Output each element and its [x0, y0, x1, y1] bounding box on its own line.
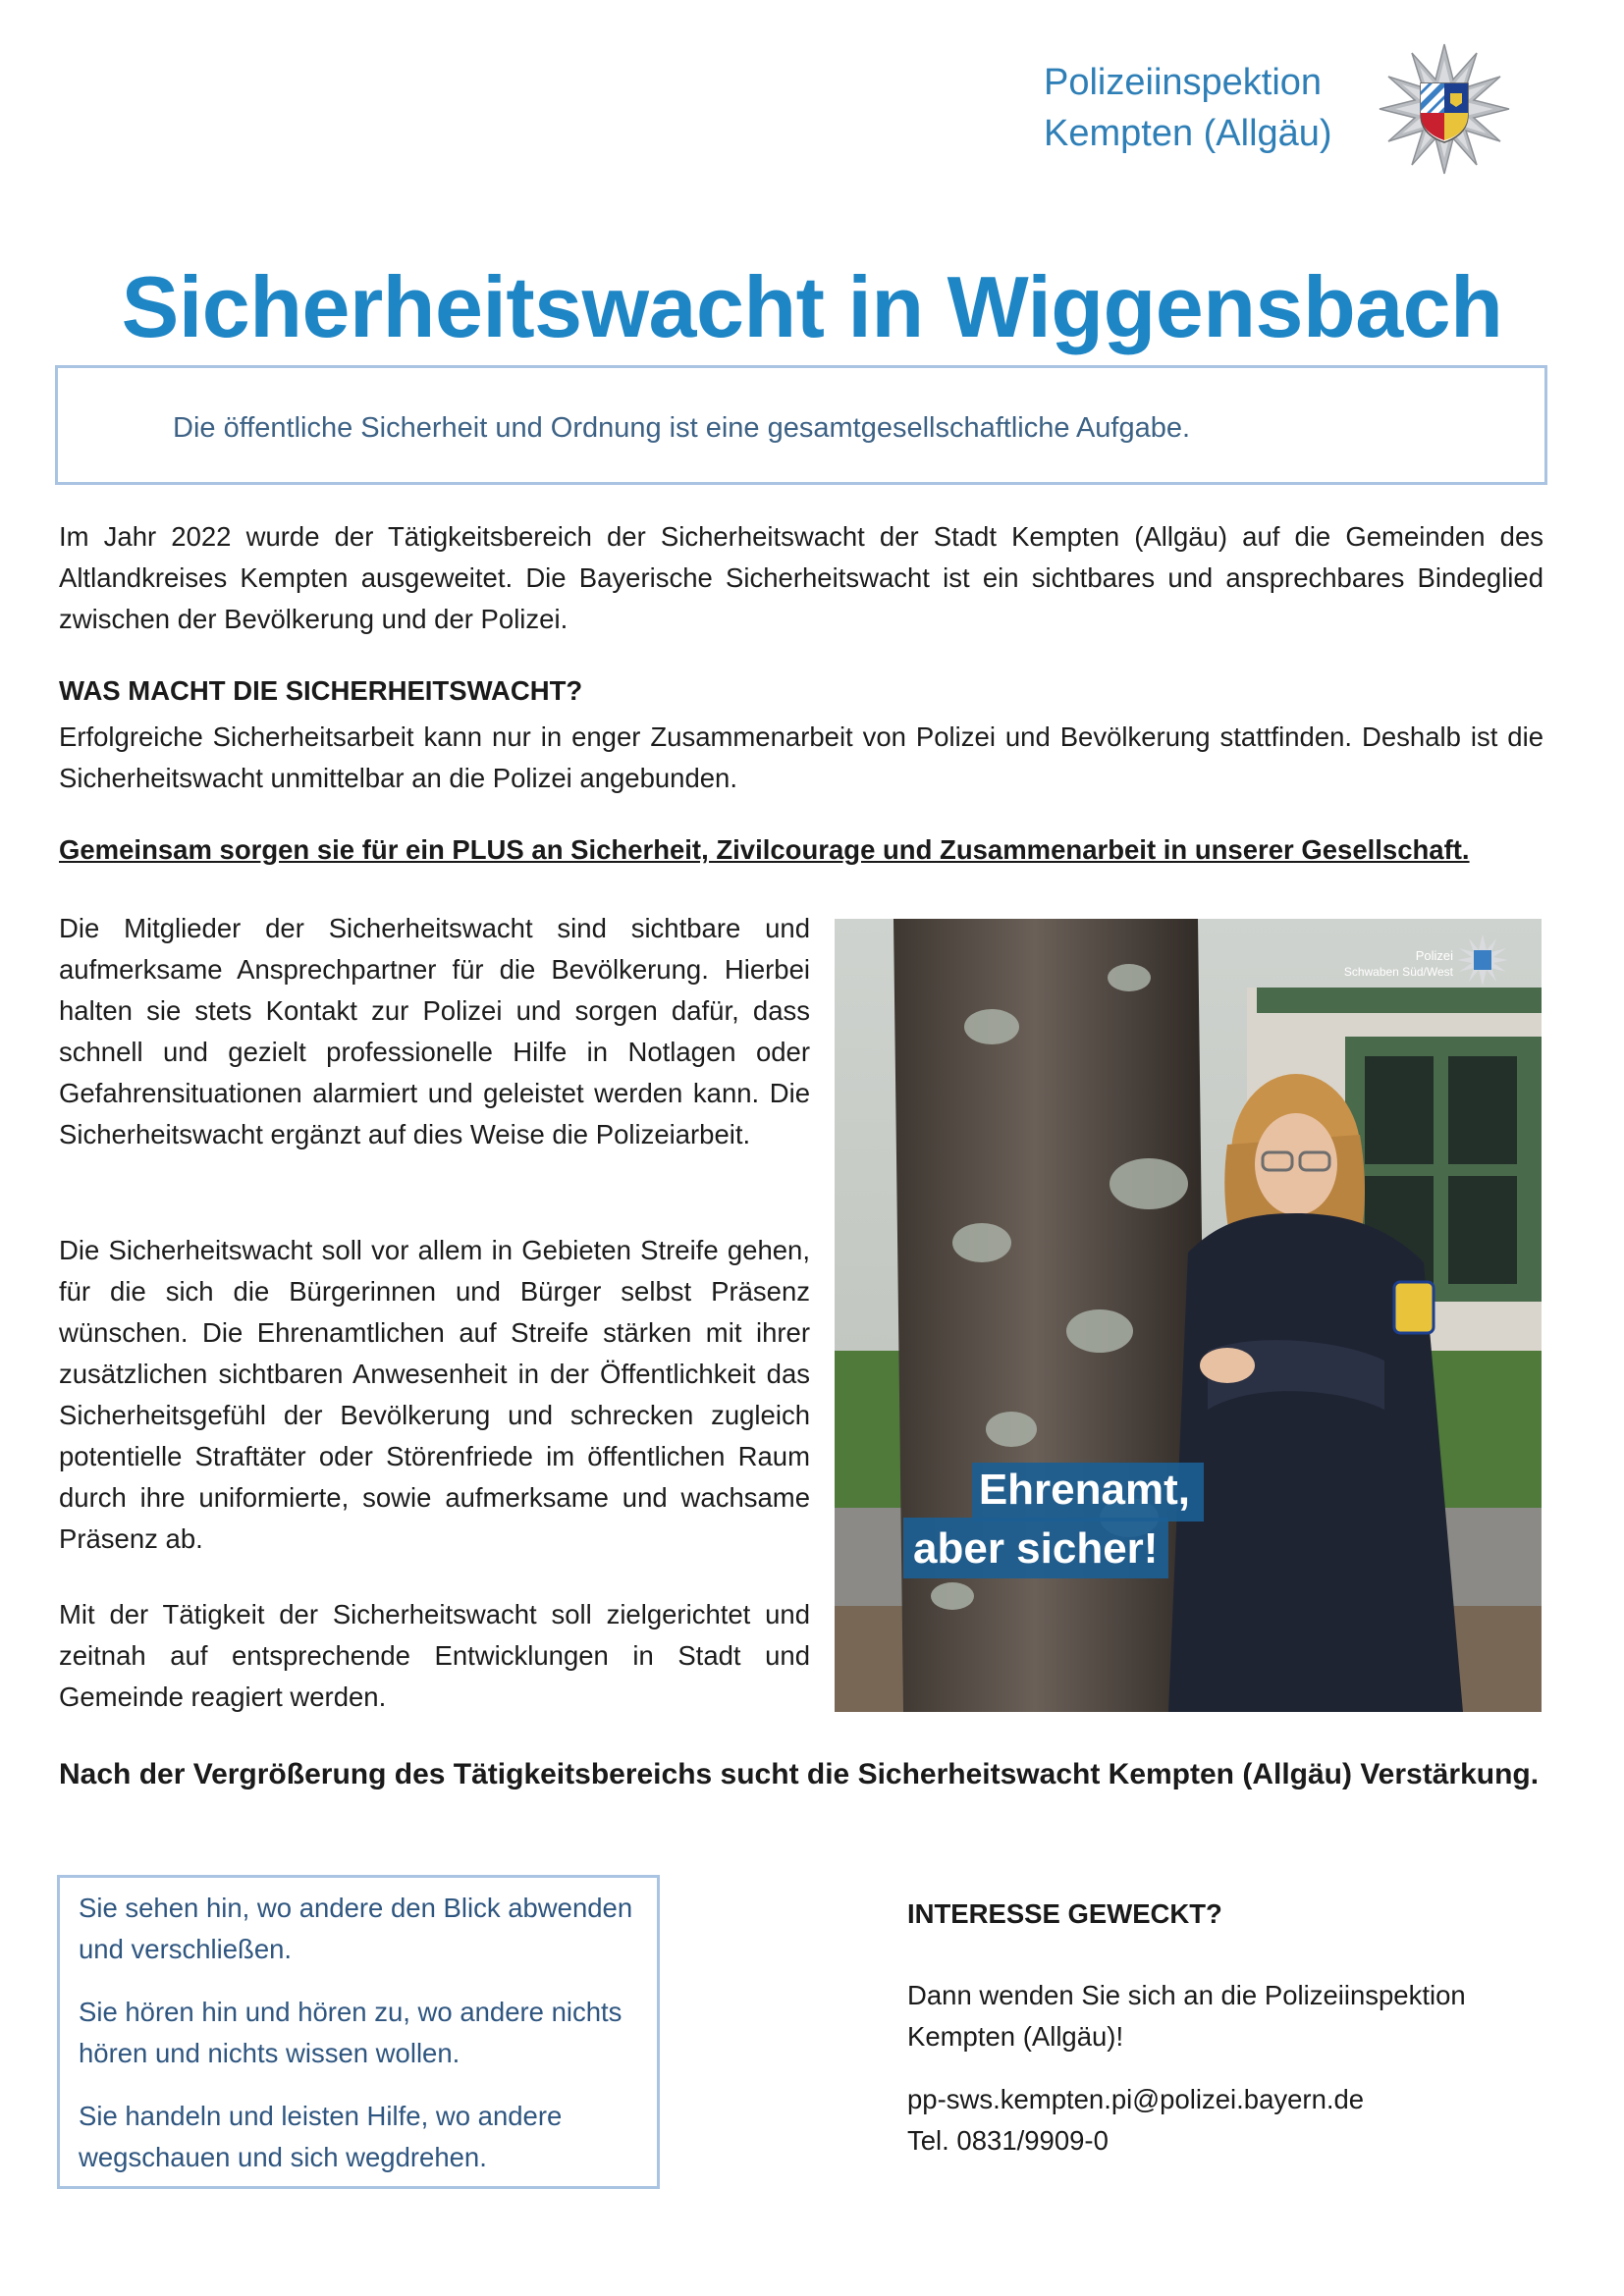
tagline: Die öffentliche Sicherheit und Ordnung ist eine gesamtgesellschaftliche Aufgabe.	[173, 412, 1191, 444]
page-title: Sicherheitswacht in Wiggensbach	[121, 258, 1503, 355]
section-heading: WAS MACHT DIE SICHERHEITSWACHT?	[59, 675, 583, 706]
contact-heading: INTERESSE GEWECKT?	[907, 1898, 1222, 1929]
quote-item: Sie handeln und leisten Hilfe, wo andere wegschauen und sich wegdrehen.	[79, 2101, 563, 2172]
paragraph-patrol: Die Sicherheitswacht soll vor allem in Gebieten Streife gehen, für die sich die Bürgerinnen und Bürger selbst Präsenz wünschen. Die Ehrenamtlichen auf Streife stärken mit ihrer zusätzlichen sichtbaren Anwesenheit in der Öffentlichkeit das Sicherheitsgefühl der Bevölkerung und schrecken zugleich potentielle Straftäter oder Störenfriede im öffentlichen Raum durch ihre uniformierte, sowie aufmerksame und wachsame Präsenz ab.	[59, 1235, 810, 1554]
quote-item: Sie sehen hin, wo andere den Blick abwenden und verschließen.	[79, 1893, 633, 1964]
police-star-logo	[1377, 41, 1512, 177]
recruitment-notice: Nach der Vergrößerung des Tätigkeitsbereichs sucht die Sicherheitswacht Kempten (Allgäu) Verstärkung.	[59, 1758, 1540, 1790]
org-name	[1044, 57, 1368, 159]
photo-badge-line1: Polizei	[1415, 948, 1453, 963]
paragraph-members: Die Mitglieder der Sicherheitswacht sind sichtbare und aufmerksame Ansprechpartner für die Bevölkerung. Hierbei halten sie stets Kontakt zur Polizei und sorgen dafür, dass schnell und gezielt professionelle Hilfe in Notlagen oder Gefahrensituationen alarmiert und geleistet werden kann. Die Sicherheitswacht ergänzt auf dies Weise die Polizeiarbeit.	[59, 913, 810, 1149]
contact-details	[907, 2079, 1536, 2162]
contact-phone: Tel. 0831/9909-0	[907, 2125, 1109, 2156]
contact-email-link[interactable]: pp-sws.kempten.pi@polizei.bayern.de	[907, 2084, 1365, 2114]
intro-paragraph: Im Jahr 2022 wurde der Tätigkeitsbereich der Sicherheitswacht der Stadt Kempten (Allgäu) auf die Gemeinden des Altlandkreises Kempten ausgeweitet. Die Bayerische Sicherheitswacht ist ein sichtbares und ansprechbares Bindeglied zwischen der Bevölkerung und der Polizei.	[59, 521, 1543, 634]
section-paragraph: Erfolgreiche Sicherheitsarbeit kann nur in enger Zusammenarbeit von Polizei und Bevölkerung stattfinden. Deshalb ist die Sicherheitswacht unmittelbar an die Polizei angebunden.	[59, 721, 1543, 793]
highlight-statement: Gemeinsam sorgen sie für ein PLUS an Sicherheit, Zivilcourage und Zusammenarbeit in unserer Gesellschaft.	[59, 834, 1470, 865]
photo-badge-line2: Schwaben Süd/West	[1343, 965, 1453, 979]
photo-slogan-line1: Ehrenamt,	[978, 1466, 1190, 1514]
photo-slogan-line2: aber sicher!	[913, 1524, 1159, 1573]
org-name-line2: Kempten (Allgäu)	[1044, 113, 1332, 154]
contact-text: Dann wenden Sie sich an die Polizeiinspektion Kempten (Allgäu)!	[907, 1980, 1466, 2052]
paragraph-activity: Mit der Tätigkeit der Sicherheitswacht soll zielgerichtet und zeitnah auf entsprechende Entwicklungen in Stadt und Gemeinde reagiert werden.	[59, 1599, 810, 1712]
volunteer-photo	[835, 919, 1542, 1712]
org-name-line1: Polizeiinspektion	[1044, 62, 1323, 103]
quote-item: Sie hören hin und hören zu, wo andere nichts hören und nichts wissen wollen.	[79, 1997, 623, 2068]
